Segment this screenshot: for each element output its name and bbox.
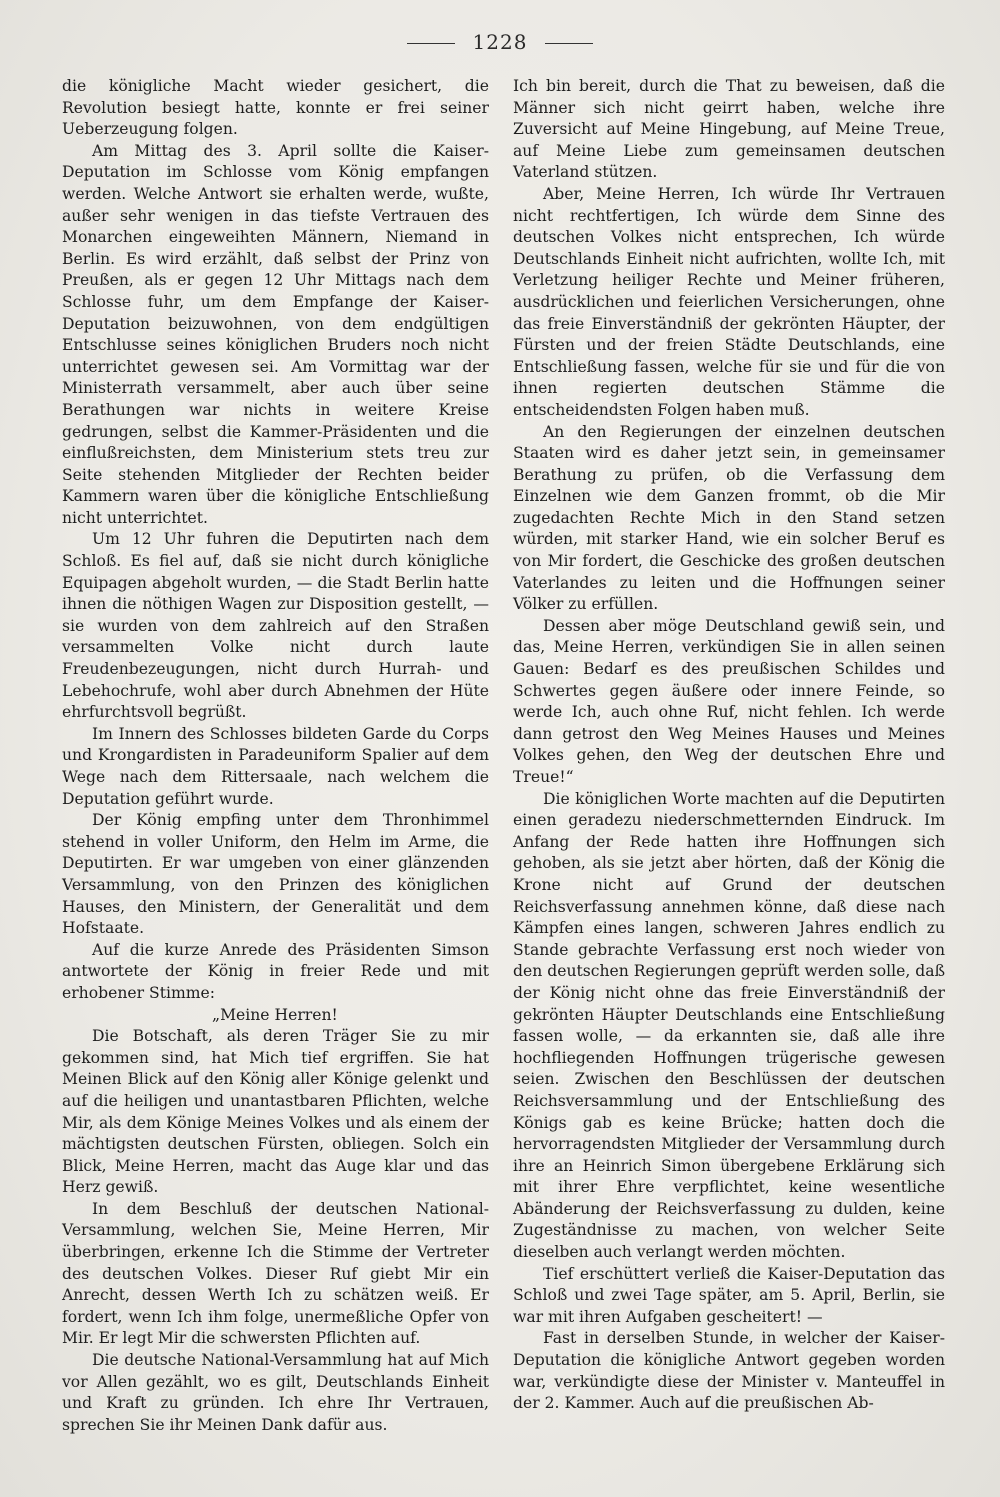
header-rule-right (545, 43, 593, 44)
paragraph: Ich bin bereit, durch die That zu beweisen, daß die Männer sich nicht geirrt haben, welche ihre Zuversicht auf Meine Hingebung, auf Meine Treue, auf Meine Liebe zum gemeinsamen deutschen Vaterland stützen. (513, 77, 945, 182)
paragraph: Um 12 Uhr fuhren die Deputirten nach dem Schloß. Es fiel auf, daß sie nicht durch königliche Equipagen abgeholt wurden, — die Stadt Berlin hatte ihnen die nöthigen Wagen zur Disposition gestellt, — sie wurden von dem zahlreich auf den Straßen versammelten Volke nicht durch laute Freudenbezeugungen, nicht durch Hurrah- und Lebehochrufe, wohl aber durch Abnehmen der Hüte ehrfurchtsvoll begrüßt. (62, 530, 489, 722)
paragraph: In dem Beschluß der deutschen National-Versammlung, welchen Sie, Meine Herren, Mir überbringen, erkenne Ich die Stimme der Vertreter des deutschen Volkes. Dieser Ruf giebt Mir ein Anrecht, dessen Werth Ich zu schätzen weiß. Er fordert, wenn Ich ihm folge, unermeßliche Opfer von Mir. Er legt Mir die schwersten Pflichten auf. (62, 1199, 489, 1348)
paragraph: die königliche Macht wieder gesichert, die Revolution besiegt hatte, konnte er frei seiner Ueberzeugung folgen. (62, 77, 489, 139)
paragraph: Am Mittag des 3. April sollte die Kaiser-Deputation im Schlosse vom König empfangen werden. Welche Antwort sie erhalten werde, wußte, außer sehr wenigen in das tiefste Vertrauen des Monarchen eingeweihten Männern, Niemand in Berlin. Es wird erzählt, daß selbst der Prinz von Preußen, als er gegen 12 Uhr Mittags nach dem Schlosse fuhr, um dem Empfange der Kaiser-Deputation beizuwohnen, von dem endgültigen Entschlusse seines königlichen Bruders noch nicht unterrichtet gewesen sei. Am Vormittag war der Ministerrath versammelt, aber auch über seine Berathungen war nichts in weitere Kreise gedrungen, selbst die Kammer-Präsidenten und die einflußreichsten, dem Ministerium stets treu zur Seite stehenden Mitglieder der Rechten beider Kammern waren über die königliche Entschließung nicht unterrichtet. (62, 141, 489, 527)
page-header (0, 30, 1000, 54)
paragraph: Aber, Meine Herren, Ich würde Ihr Vertrauen nicht rechtfertigen, Ich würde dem Sinne des deutschen Volkes nicht entsprechen, Ich würde Deutschlands Einheit nicht aufrichten, wollte Ich, mit Verletzung heiliger Rechte und Meiner früheren, ausdrücklichen und feierlichen Versicherungen, ohne das freie Einverständniß der gekrönten Häupter, der Fürsten und der freien Städte Deutschlands, eine Entschließung fassen, welche für sie und für die von ihnen regierten deutschen Stämme die entscheidendsten Folgen haben muß. (513, 184, 945, 419)
paragraph: Die Botschaft, als deren Träger Sie zu mir gekommen sind, hat Mich tief ergriffen. Sie hat Meinen Blick auf den König aller Könige gelenkt und auf die heiligen und unantastbaren Pflichten, welche Mir, als dem Könige Meines Volkes und als einem der mächtigsten deutschen Fürsten, obliegen. Solch ein Blick, Meine Herren, macht das Auge klar und das Herz gewiß. (62, 1027, 489, 1197)
paragraph: Die deutsche National-Versammlung hat auf Mich vor Allen gezählt, wo es gilt, Deutschlands Einheit und Kraft zu gründen. Ich ehre Ihr Vertrauen, sprechen Sie ihr Meinen Dank dafür aus. (62, 1351, 489, 1434)
paragraph: Der König empfing unter dem Thronhimmel stehend in voller Uniform, den Helm im Arme, die Deputirten. Er war umgeben von einer glänzenden Versammlung, von den Prinzen des königlichen Hauses, den Ministern, der Generalität und dem Hofstaate. (62, 811, 489, 938)
paragraph: Im Innern des Schlosses bildeten Garde du Corps und Krongardisten in Paradeuniform Spalier auf dem Wege nach dem Rittersaale, nach welchem die Deputation geführt wurde. (62, 724, 489, 808)
paragraph: An den Regierungen der einzelnen deutschen Staaten wird es daher jetzt sein, in gemeinsamer Berathung zu prüfen, ob die Verfassung dem Einzelnen wie dem Ganzen frommt, ob die Mir zugedachten Rechte Mich in den Stand setzen würden, mit starker Hand, wie ein solcher Beruf es von Mir fordert, die Geschicke des großen deutschen Vaterlandes zu leiten und die Hoffnungen seiner Völker zu erfüllen. (513, 422, 945, 614)
page-number: 1228 (472, 30, 528, 54)
paragraph: Die königlichen Worte machten auf die Deputirten einen geradezu niederschmetternden Eindruck. Im Anfang der Rede hatten ihre Hoffnungen sich gehoben, als sie jetzt aber hörten, daß der König die Krone nicht auf Grund der deutschen Reichsverfassung annehmen könne, daß diese nach Kämpfen eines langen, schweren Jahres endlich zu Stande gebrachte Verfassung erst noch wieder von den deutschen Regierungen geprüft werden solle, daß der König nicht ohne das freie Einverständniß der gekrönten Häupter Deutschlands eine Entschließung fassen wolle, — da erkannten sie, daß alle ihre hochfliegenden Hoffnungen trügerische gewesen seien. Zwischen den Beschlüssen der deutschen Reichsversammlung und der Entschließung des Königs gab es keine Brücke; hatten doch die hervorragendsten Mitglieder der Versammlung durch ihre an Heinrich Simon übergebene Erklärung sich mit ihrer Ehre verpflichtet, keine wesentliche Abänderung der Reichsverfassung zu dulden, keine Zugeständnisse zu machen, von welcher Seite dieselben auch verlangt werden möchten. (513, 789, 945, 1262)
speech-salutation: „Meine Herren! (212, 1005, 338, 1024)
paragraph: Auf die kurze Anrede des Präsidenten Simson antwortete der König in freier Rede und mit erhobener Stimme: (62, 940, 489, 1002)
paragraph: Tief erschüttert verließ die Kaiser-Deputation das Schloß und zwei Tage später, am 5. April, Berlin, sie war mit ihren Aufgaben gescheitert! — (513, 1264, 945, 1326)
left-column (62, 76, 489, 1436)
header-rule-left (407, 43, 455, 44)
right-column (513, 76, 945, 1415)
paragraph: Fast in derselben Stunde, in welcher der Kaiser-Deputation die königliche Antwort gegeben worden war, verkündigte diese der Minister v. Manteuffel in der 2. Kammer. Auch auf die preußischen Ab- (513, 1329, 945, 1413)
paragraph: Dessen aber möge Deutschland gewiß sein, und das, Meine Herren, verkündigen Sie in allen seinen Gauen: Bedarf es des preußischen Schildes und Schwertes gegen äußere oder innere Feinde, so werde Ich, auch ohne Ruf, nicht fehlen. Ich werde dann getrost den Weg Meines Hauses und Meines Volkes gehen, den Weg der deutschen Ehre und Treue!“ (513, 616, 945, 786)
